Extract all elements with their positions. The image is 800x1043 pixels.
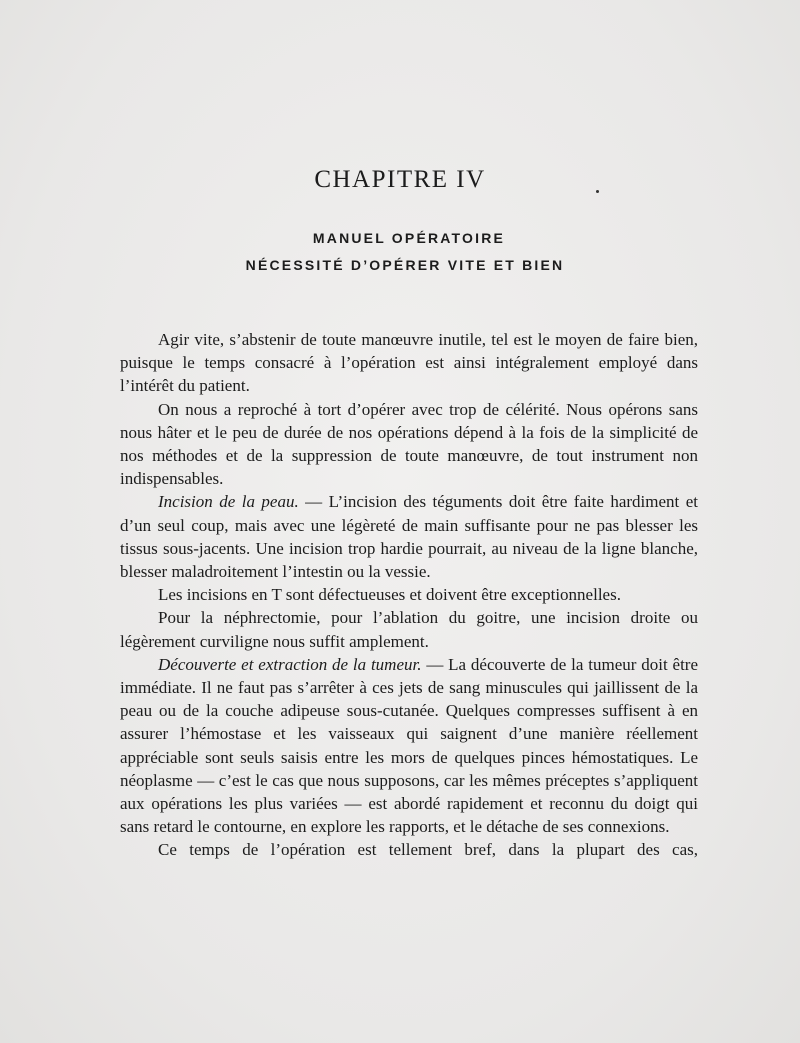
paragraph-text: Agir vite, s’abstenir de toute manœuvre inutile, tel est le moyen de faire bien, puisque le temps consacré à l’opération est ainsi intégralement employé dans l’intérêt du patient.	[120, 330, 698, 396]
paragraph-text: On nous a reproché à tort d’opérer avec trop de célérité. Nous opérons sans nous hâter et le peu de durée de nos opérations dépend à la fois de la simplicité de nos méthodes et de la suppression de toute manœuvre, de tout instrument non indispensables.	[120, 399, 698, 489]
paragraph	[120, 490, 698, 583]
section-title-necessite: NÉCESSITÉ D’OPÉRER VITE ET BIEN	[245, 257, 565, 273]
paragraph	[120, 328, 698, 398]
print-speck	[596, 190, 599, 193]
paragraph-text: Les incisions en T sont défectueuses et doivent être exceptionnelles.	[158, 585, 621, 605]
paragraph-lead: Découverte et extraction de la tumeur.	[158, 654, 422, 674]
paragraph	[120, 606, 698, 652]
chapter-heading: CHAPITRE IV	[314, 166, 486, 193]
paragraph	[120, 838, 698, 861]
paragraph-text: — La découverte de la tumeur doit être immédiate. Il ne faut pas s’arrêter à ces jets de sang minuscules qui jaillissent de la peau ou de la couche adipeuse sous-cutanée. Quelques compresses suffisent à en assurer l’hémostase et les vaisseaux qui saignent d’une manière réellement appréciable sont seuls saisis entre les mors de quelques pinces hémostatiques. Le néoplasme — c’est le cas que nous supposons, car les mêmes préceptes s’appliquent aux opérations les plus variées — est abordé rapidement et reconnu du doigt qui sans retard le contourne, en explore les rapports, et le détache de ses connexions.	[120, 654, 699, 837]
paragraph-text: — L’incision des téguments doit être faite hardiment et d’un seul coup, mais avec une légèreté de main suffisante pour ne pas blesser les tissus sous-jacents. Une incision trop hardie pourrait, au niveau de la ligne blanche, blesser maladroitement l’intestin ou la vessie.	[120, 492, 698, 582]
paragraph	[120, 653, 698, 839]
paragraph-text: Pour la néphrectomie, pour l’ablation du goitre, une incision droite ou légèrement curviligne nous suffit amplement.	[120, 608, 698, 651]
paragraph	[120, 398, 698, 491]
paragraph	[120, 583, 698, 606]
section-title-manuel: MANUEL OPÉRATOIRE	[312, 230, 506, 246]
paragraph-text: Ce temps de l’opération est tellement bref, dans la plupart des cas,	[158, 840, 698, 860]
body-text	[120, 328, 698, 862]
paragraph-lead: Incision de la peau.	[158, 492, 299, 512]
